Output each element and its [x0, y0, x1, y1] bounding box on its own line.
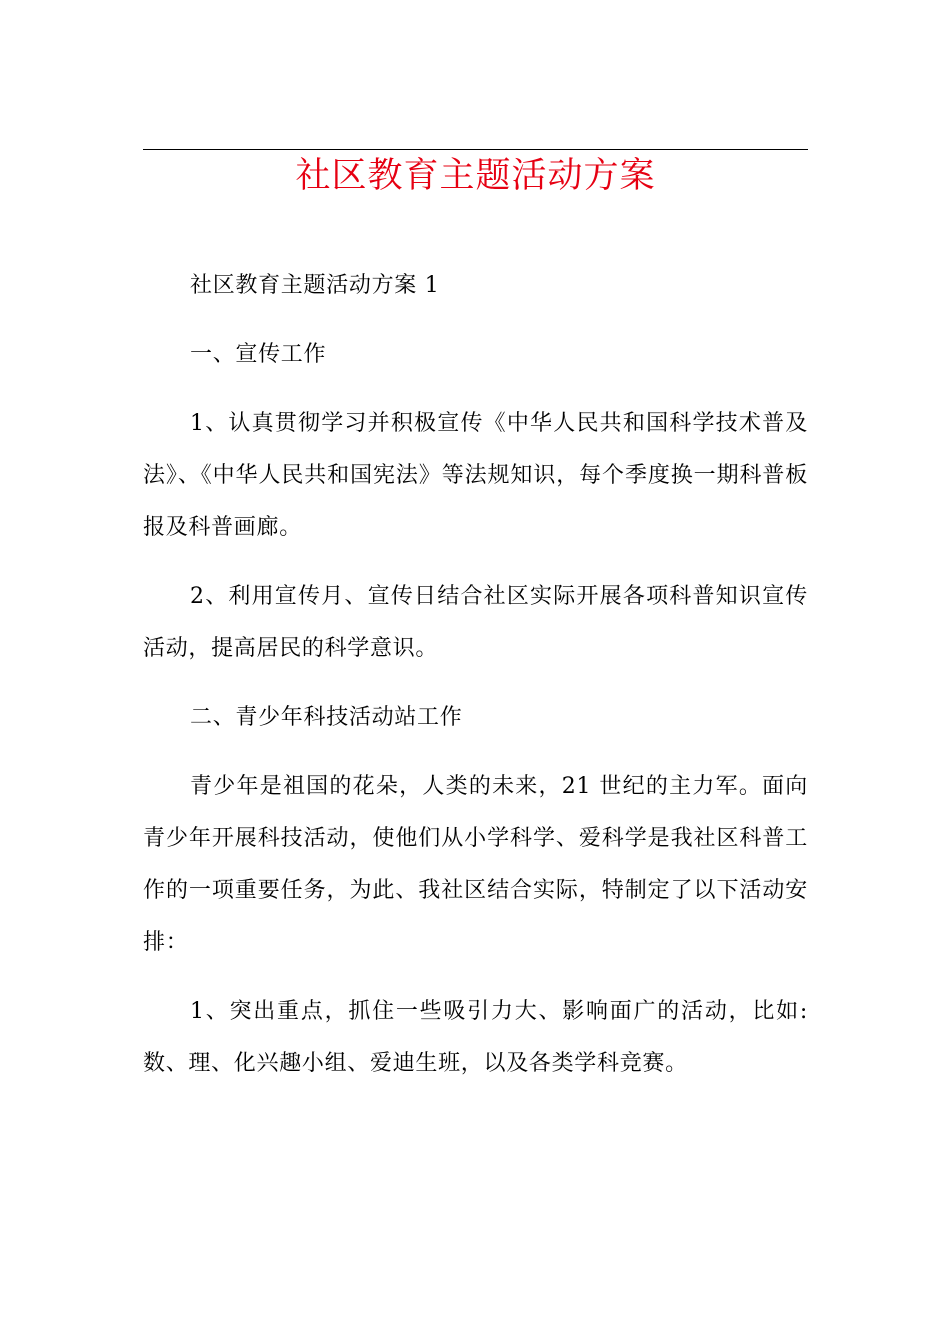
- document-title: 社区教育主题活动方案: [295, 156, 656, 196]
- body-paragraph: 1、认真贯彻学习并积极宣传《中华人民共和国科学技术普及法》、《中华人民共和国宪法》等法规知识，每个季度换一期科普板报及科普画廊。: [143, 411, 808, 540]
- body-paragraph: 2、利用宣传月、宣传日结合社区实际开展各项科普知识宣传活动，提高居民的科学意识。: [143, 584, 808, 661]
- section-heading: 二、青少年科技活动站工作: [190, 705, 463, 730]
- section-heading: 社区教育主题活动方案 1: [190, 273, 440, 298]
- section-heading: 一、宣传工作: [190, 342, 327, 367]
- body-paragraph: 1、突出重点，抓住一些吸引力大、影响面广的活动，比如:数、理、化兴趣小组、爱迪生班，以及各类学科竞赛。: [143, 999, 808, 1076]
- body-paragraph: 青少年是祖国的花朵，人类的未来，21 世纪的主力军。面向青少年开展科技活动，使他们从小学科学、爱科学是我社区科普工作的一项重要任务，为此、我社区结合实际，特制定了以下活动安排：: [143, 774, 808, 955]
- document-body: [143, 260, 808, 1090]
